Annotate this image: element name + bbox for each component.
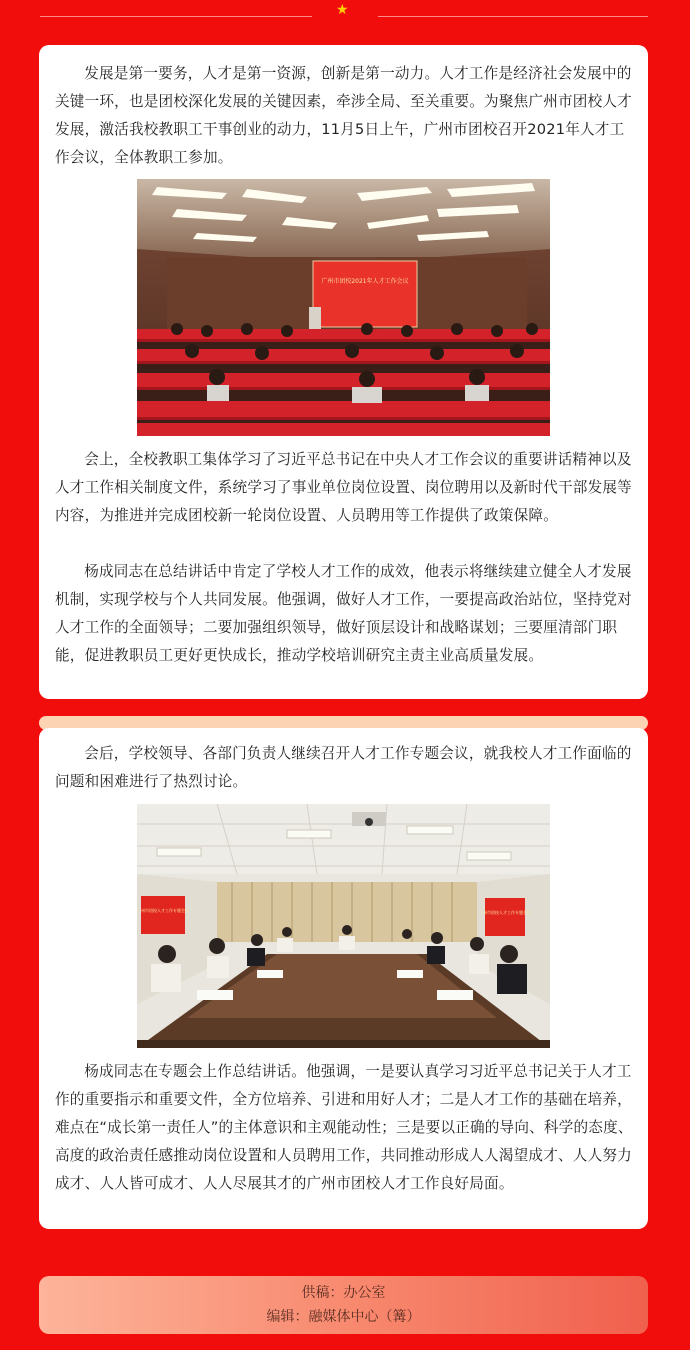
editor-credit: 编辑：融媒体中心（篝） bbox=[266, 1309, 421, 1325]
photo-conference-hall bbox=[137, 179, 550, 436]
paragraph-study: 会上，全校教职工集体学习了习近平总书记在中央人才工作会议的重要讲话精神以及人才工作相关制度文件，系统学习了事业单位岗位设置、岗位聘用以及新时代干部发展等内容，为推进并完成团校新一轮岗位设置、人员聘用等工作提供了政策保障。 bbox=[55, 451, 632, 524]
credits-footer bbox=[39, 1276, 648, 1334]
article-card-2 bbox=[39, 728, 648, 1229]
article-card-1 bbox=[39, 45, 648, 699]
contributor-credit: 供稿：办公室 bbox=[301, 1285, 386, 1301]
screen-left-text: 广州市团校人才工作专题会议 bbox=[137, 908, 189, 913]
header-line-left bbox=[40, 16, 312, 17]
screen-right-text: 广州市团校人才工作专题会议 bbox=[479, 910, 531, 915]
header-line-right bbox=[378, 16, 648, 17]
header-ornament bbox=[0, 0, 690, 24]
screen-title-text: 广州市团校2021年人才工作会议 bbox=[321, 278, 409, 285]
paragraph-intro: 发展是第一要务，人才是第一资源，创新是第一动力。人才工作是经济社会发展中的关键一环，也是团校深化发展的关键因素，牵涉全局、至关重要。为聚焦广州市团校人才发展，激活我校教职工干事创业的动力，11月5日上午，广州市团校召开2021年人才工作会议，全体教职工参加。 bbox=[55, 65, 632, 166]
paragraph-followup-meeting: 会后，学校领导、各部门负责人继续召开人才工作专题会议，就我校人才工作面临的问题和困难进行了热烈讨论。 bbox=[55, 745, 632, 790]
paragraph-summary-speech: 杨成同志在总结讲话中肯定了学校人才工作的成效，他表示将继续建立健全人才发展机制，实现学校与个人共同发展。他强调，做好人才工作，一要提高政治站位，坚持党对人才工作的全面领导；二要加强组织领导，做好顶层设计和战略谋划；三要厘清部门职能，促进教职员工更好更快成长，推动学校培训研究主责主业高质量发展。 bbox=[55, 563, 632, 664]
photo-meeting-room bbox=[137, 804, 550, 1048]
paragraph-conclusion: 杨成同志在专题会上作总结讲话。他强调，一是要认真学习习近平总书记关于人才工作的重要指示和重要文件，全方位培养、引进和用好人才；二是人才工作的基础在培养，难点在“成长第一责任人”的主体意识和主观能动性；三是要以正确的导向、科学的态度、高度的政治责任感推动岗位设置和人员聘用工作，共同推动形成人人渴望成才、人人努力成才、人人皆可成才、人人尽展其才的广州市团校人才工作良好局面。 bbox=[55, 1063, 633, 1192]
star-icon: ★ bbox=[336, 2, 349, 18]
